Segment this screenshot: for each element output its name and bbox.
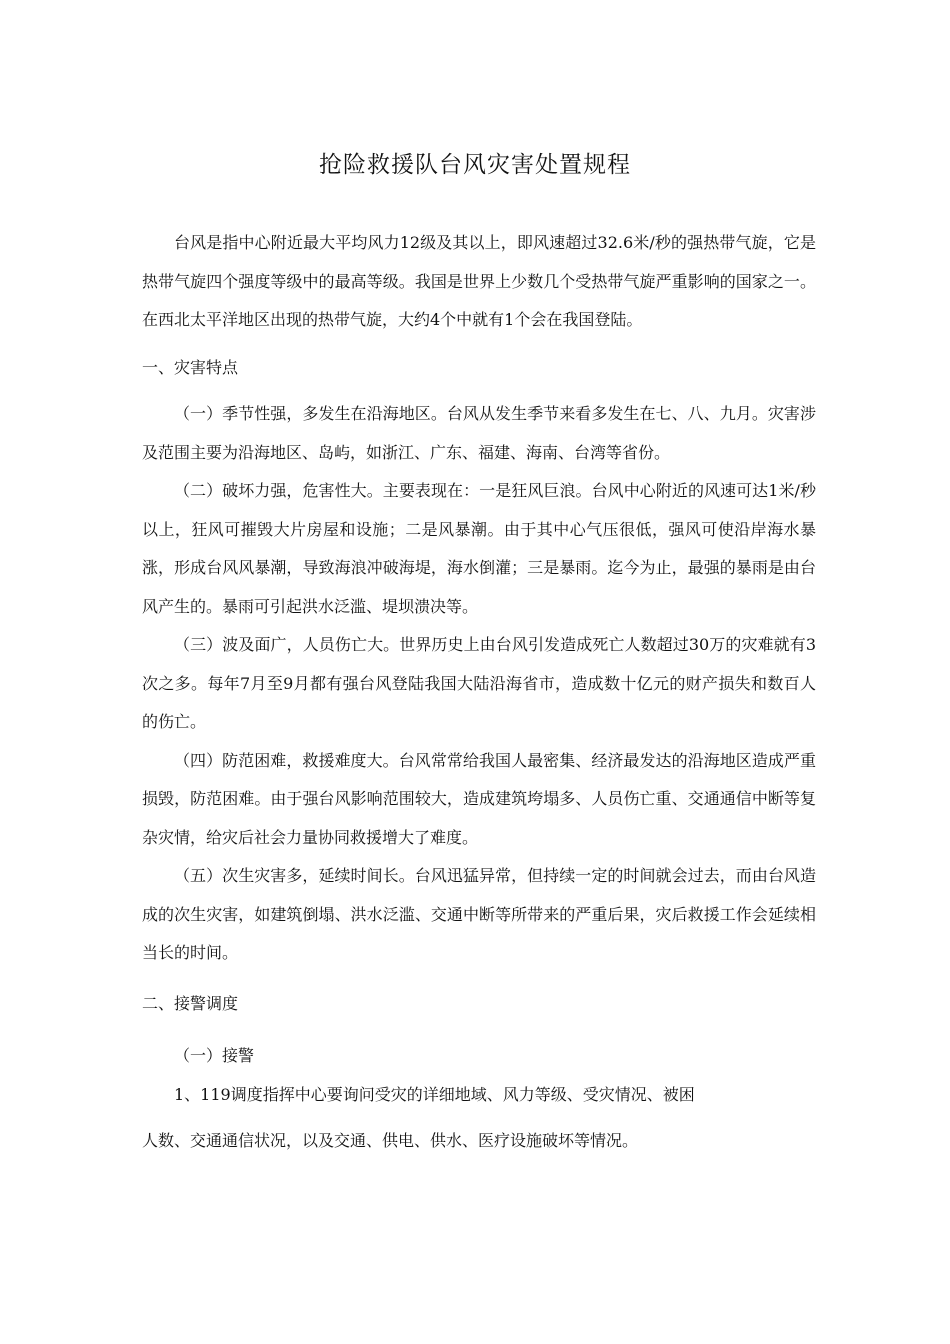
intro-paragraph: 台风是指中心附近最大平均风力12级及其以上，即风速超过32.6米/秒的强热带气旋，它是热带气旋四个强度等级中的最高等级。我国是世界上少数几个受热带气旋严重影响的国家之一。在西北太平洋地区出现的热带气旋，大约4个中就有1个会在我国登陆。 (142, 233, 816, 329)
section1-item-5: （五）次生灾害多，延续时间长。台风迅猛异常，但持续一定的时间就会过去，而由台风造成的次生灾害，如建筑倒塌、洪水泛滥、交通中断等所带来的严重后果，灾后救援工作会延续相当长的时间。 (142, 866, 816, 962)
section1-item-3: （三）波及面广，人员伤亡大。世界历史上由台风引发造成死亡人数超过30万的灾难就有3次之多。每年7月至9月都有强台风登陆我国大陆沿海省市，造成数十亿元的财产损失和数百人的伤亡。 (142, 635, 816, 731)
section1-item-2: （二）破坏力强，危害性大。主要表现在：一是狂风巨浪。台风中心附近的风速可达1米/秒以上，狂风可摧毁大片房屋和设施；二是风暴潮。由于其中心气压很低，强风可使沿岸海水暴涨，形成台风风暴潮，导致海浪冲破海堤，海水倒灌；三是暴雨。迄今为止，最强的暴雨是由台风产生的。暴雨可引起洪水泛滥、堤坝溃决等。 (142, 481, 816, 616)
section-heading-2: 二、接警调度 (142, 993, 239, 1013)
section-heading-1: 一、灾害特点 (142, 357, 239, 377)
document-title: 抢险救援队台风灾害处置规程 (319, 152, 631, 178)
section1-item-1: （一）季节性强，多发生在沿海地区。台风从发生季节来看多发生在七、八、九月。灾害涉及范围主要为沿海地区、岛屿，如浙江、广东、福建、海南、台湾等省份。 (142, 404, 816, 462)
document-body (142, 224, 816, 1161)
section2-item-1-line-1: 1、119调度指挥中心要询问受灾的详细地域、风力等级、受灾情况、被困 (174, 1084, 695, 1104)
section2-subheading: （一）接警 (174, 1046, 255, 1065)
section2-item-1-line-2: 人数、交通通信状况，以及交通、供电、供水、医疗设施破坏等情况。 (142, 1131, 639, 1150)
section1-item-4: （四）防范困难，救援难度大。台风常常给我国人最密集、经济最发达的沿海地区造成严重损毁，防范困难。由于强台风影响范围较大，造成建筑垮塌多、人员伤亡重、交通通信中断等复杂灾情，给灾后社会力量协同救援增大了难度。 (142, 750, 816, 847)
